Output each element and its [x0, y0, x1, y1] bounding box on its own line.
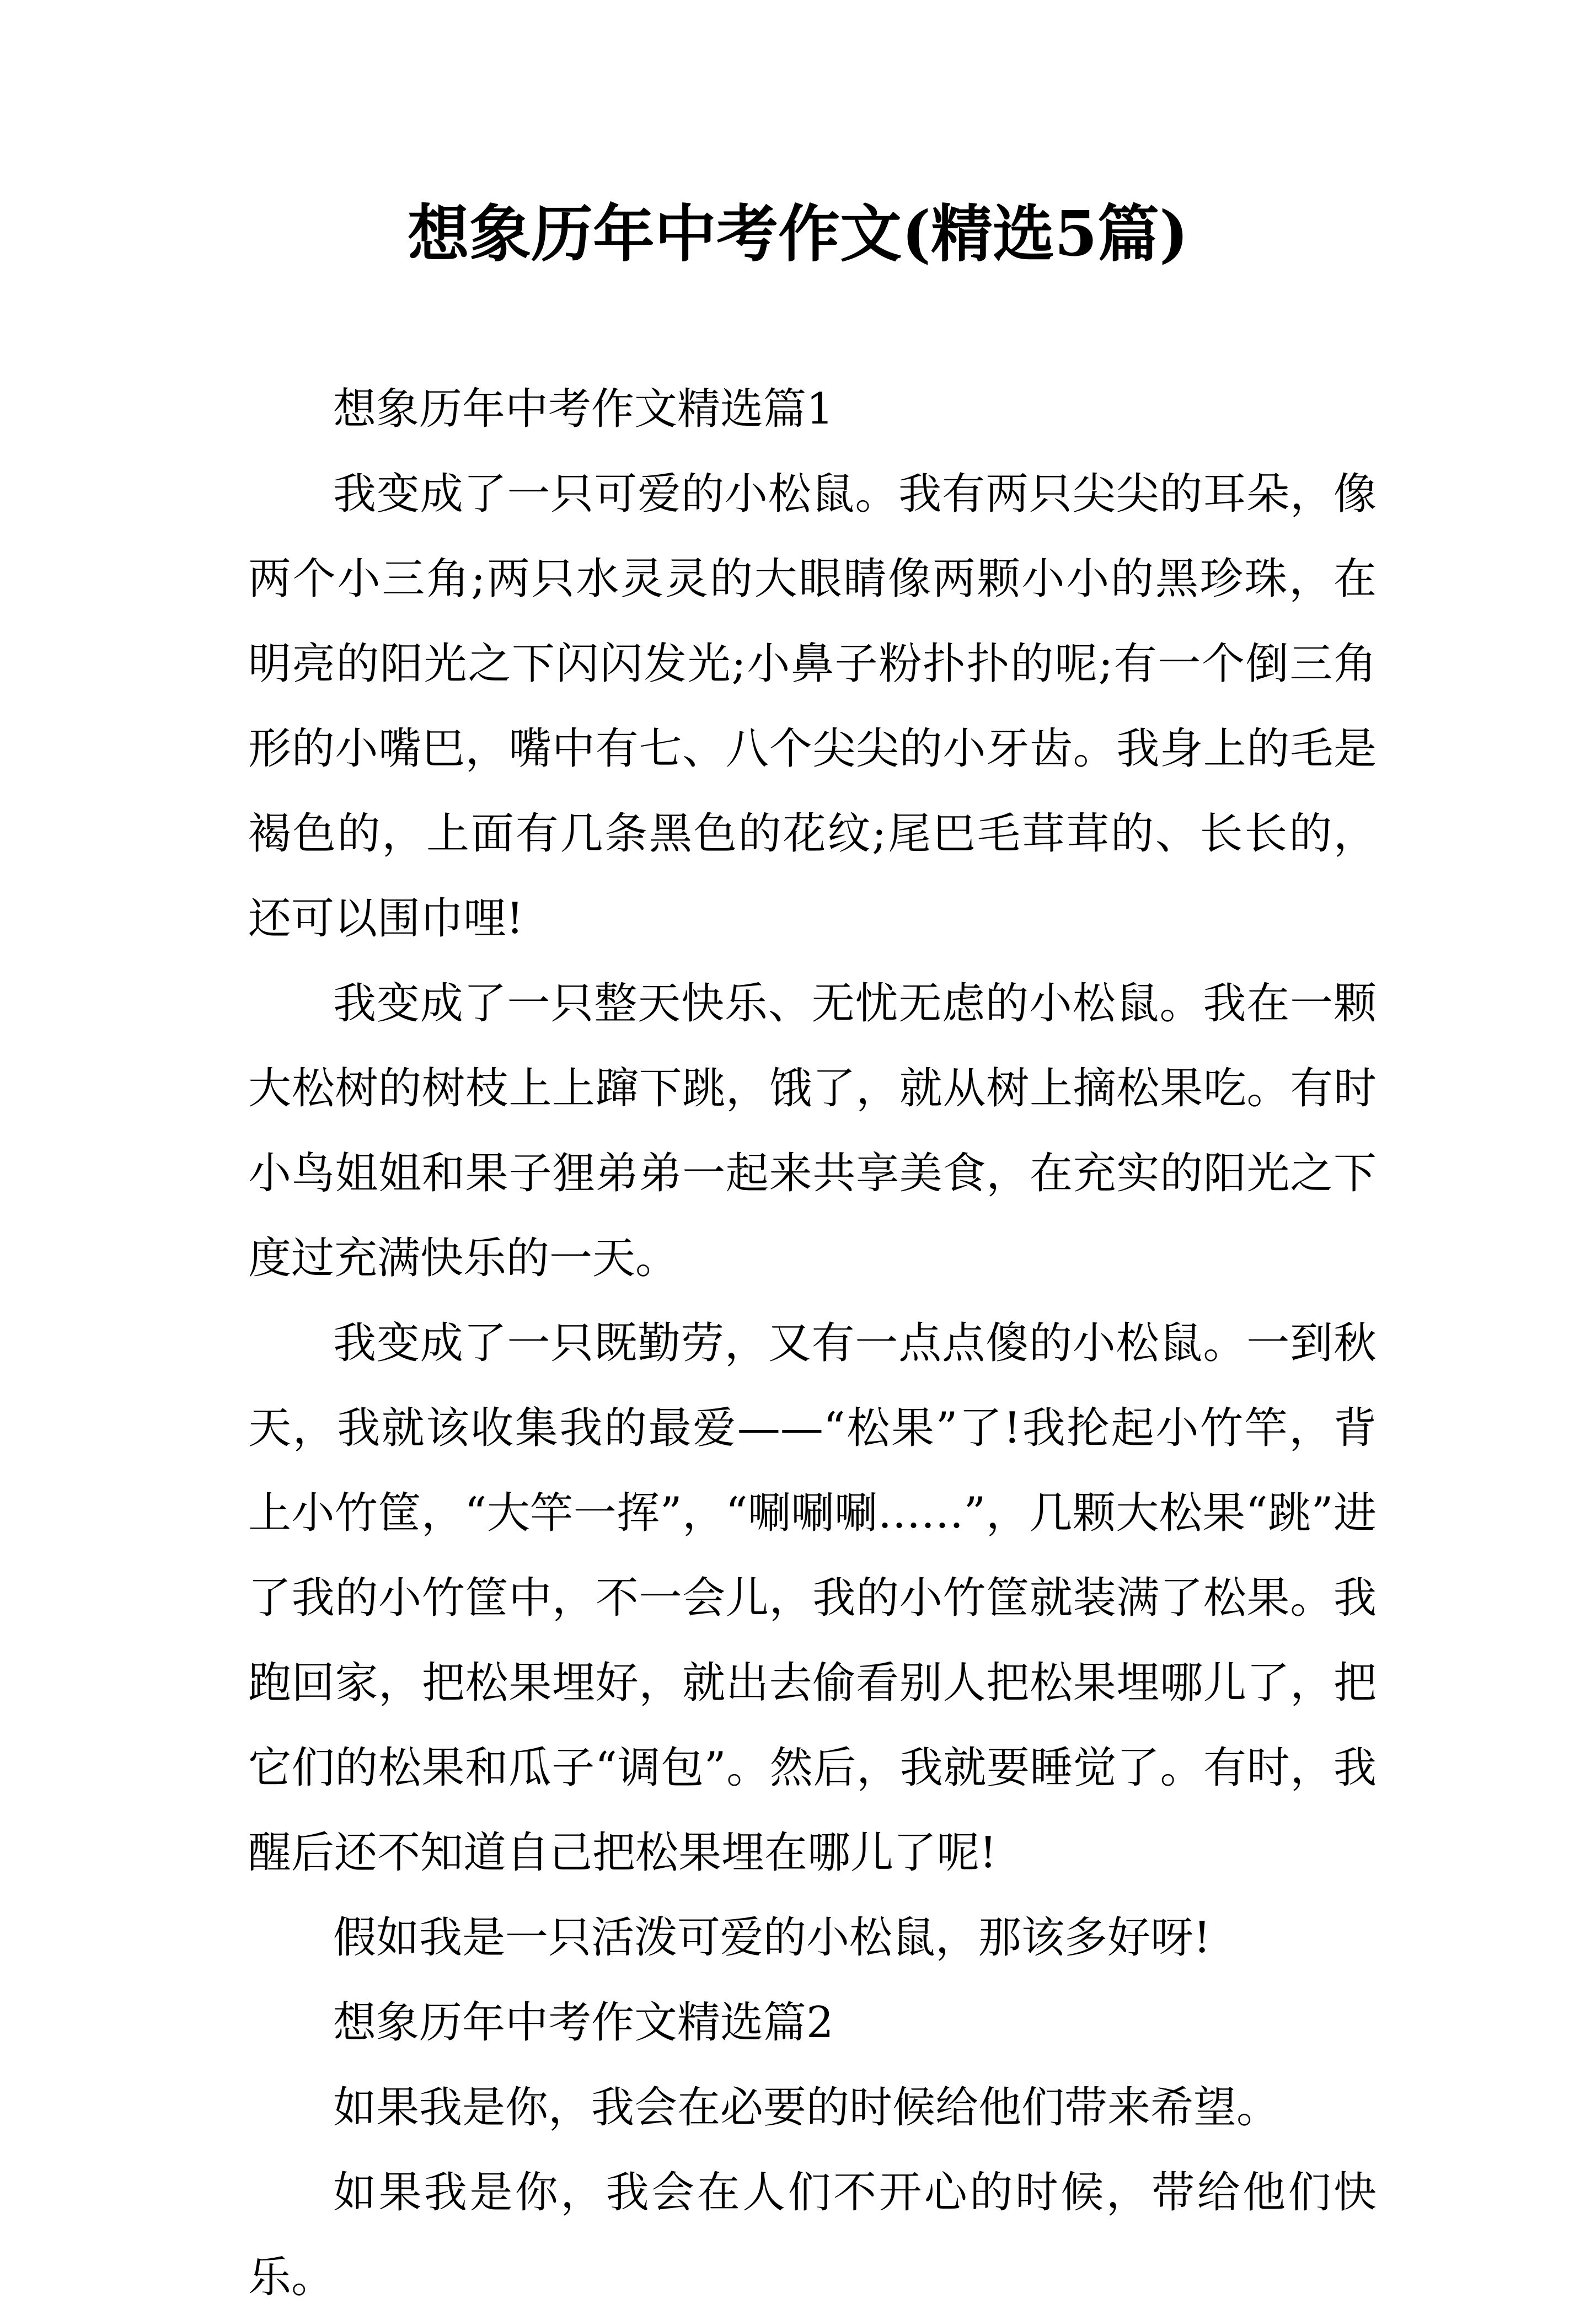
body-paragraph: 我变成了一只可爱的小松鼠。我有两只尖尖的耳朵，像两个小三角;两只水灵灵的大眼睛像两颗小小的黑珍珠，在明亮的阳光之下闪闪发光;小鼻子粉扑扑的呢;有一个倒三角形的小嘴巴，嘴中有七、八个尖尖的小牙齿。我身上的毛是褐色的，上面有几条黑色的花纹;尾巴毛茸茸的、长长的，还可以围巾哩! [248, 469, 1377, 944]
section-heading-1: 想象历年中考作文精选篇1 [333, 384, 834, 434]
document-body [248, 367, 1377, 2320]
body-paragraph: 如果我是你，我会在人们不开心的时候，带给他们快乐。 [248, 2168, 1377, 2302]
body-paragraph: 我变成了一只整天快乐、无忧无虑的小松鼠。我在一颗大松树的树枝上上蹿下跳，饿了，就从树上摘松果吃。有时小鸟姐姐和果子狸弟弟一起来共享美食，在充实的阳光之下度过充满快乐的一天。 [248, 979, 1377, 1283]
body-paragraph: 我变成了一只既勤劳，又有一点点傻的小松鼠。一到秋天，我就该收集我的最爱——“松果”了!我抡起小竹竿，背上小竹筐，“大竿一挥”，“唰唰唰……”，几颗大松果“跳”进了我的小竹筐中，不一会儿，我的小竹筐就装满了松果。我跑回家，把松果埋好，就出去偷看别人把松果埋哪儿了，把它们的松果和瓜子“调包”。然后，我就要睡觉了。有时，我醒后还不知道自己把松果埋在哪儿了呢! [248, 1319, 1377, 1878]
body-paragraph: 如果我是你，我会在必要的时候给他们带来希望。 [333, 2083, 1280, 2133]
document-title: 想象历年中考作文(精选5篇) [408, 198, 1188, 270]
body-paragraph: 假如我是一只活泼可爱的小松鼠，那该多好呀! [333, 1913, 1211, 1963]
section-heading-2: 想象历年中考作文精选篇2 [333, 1998, 834, 2048]
